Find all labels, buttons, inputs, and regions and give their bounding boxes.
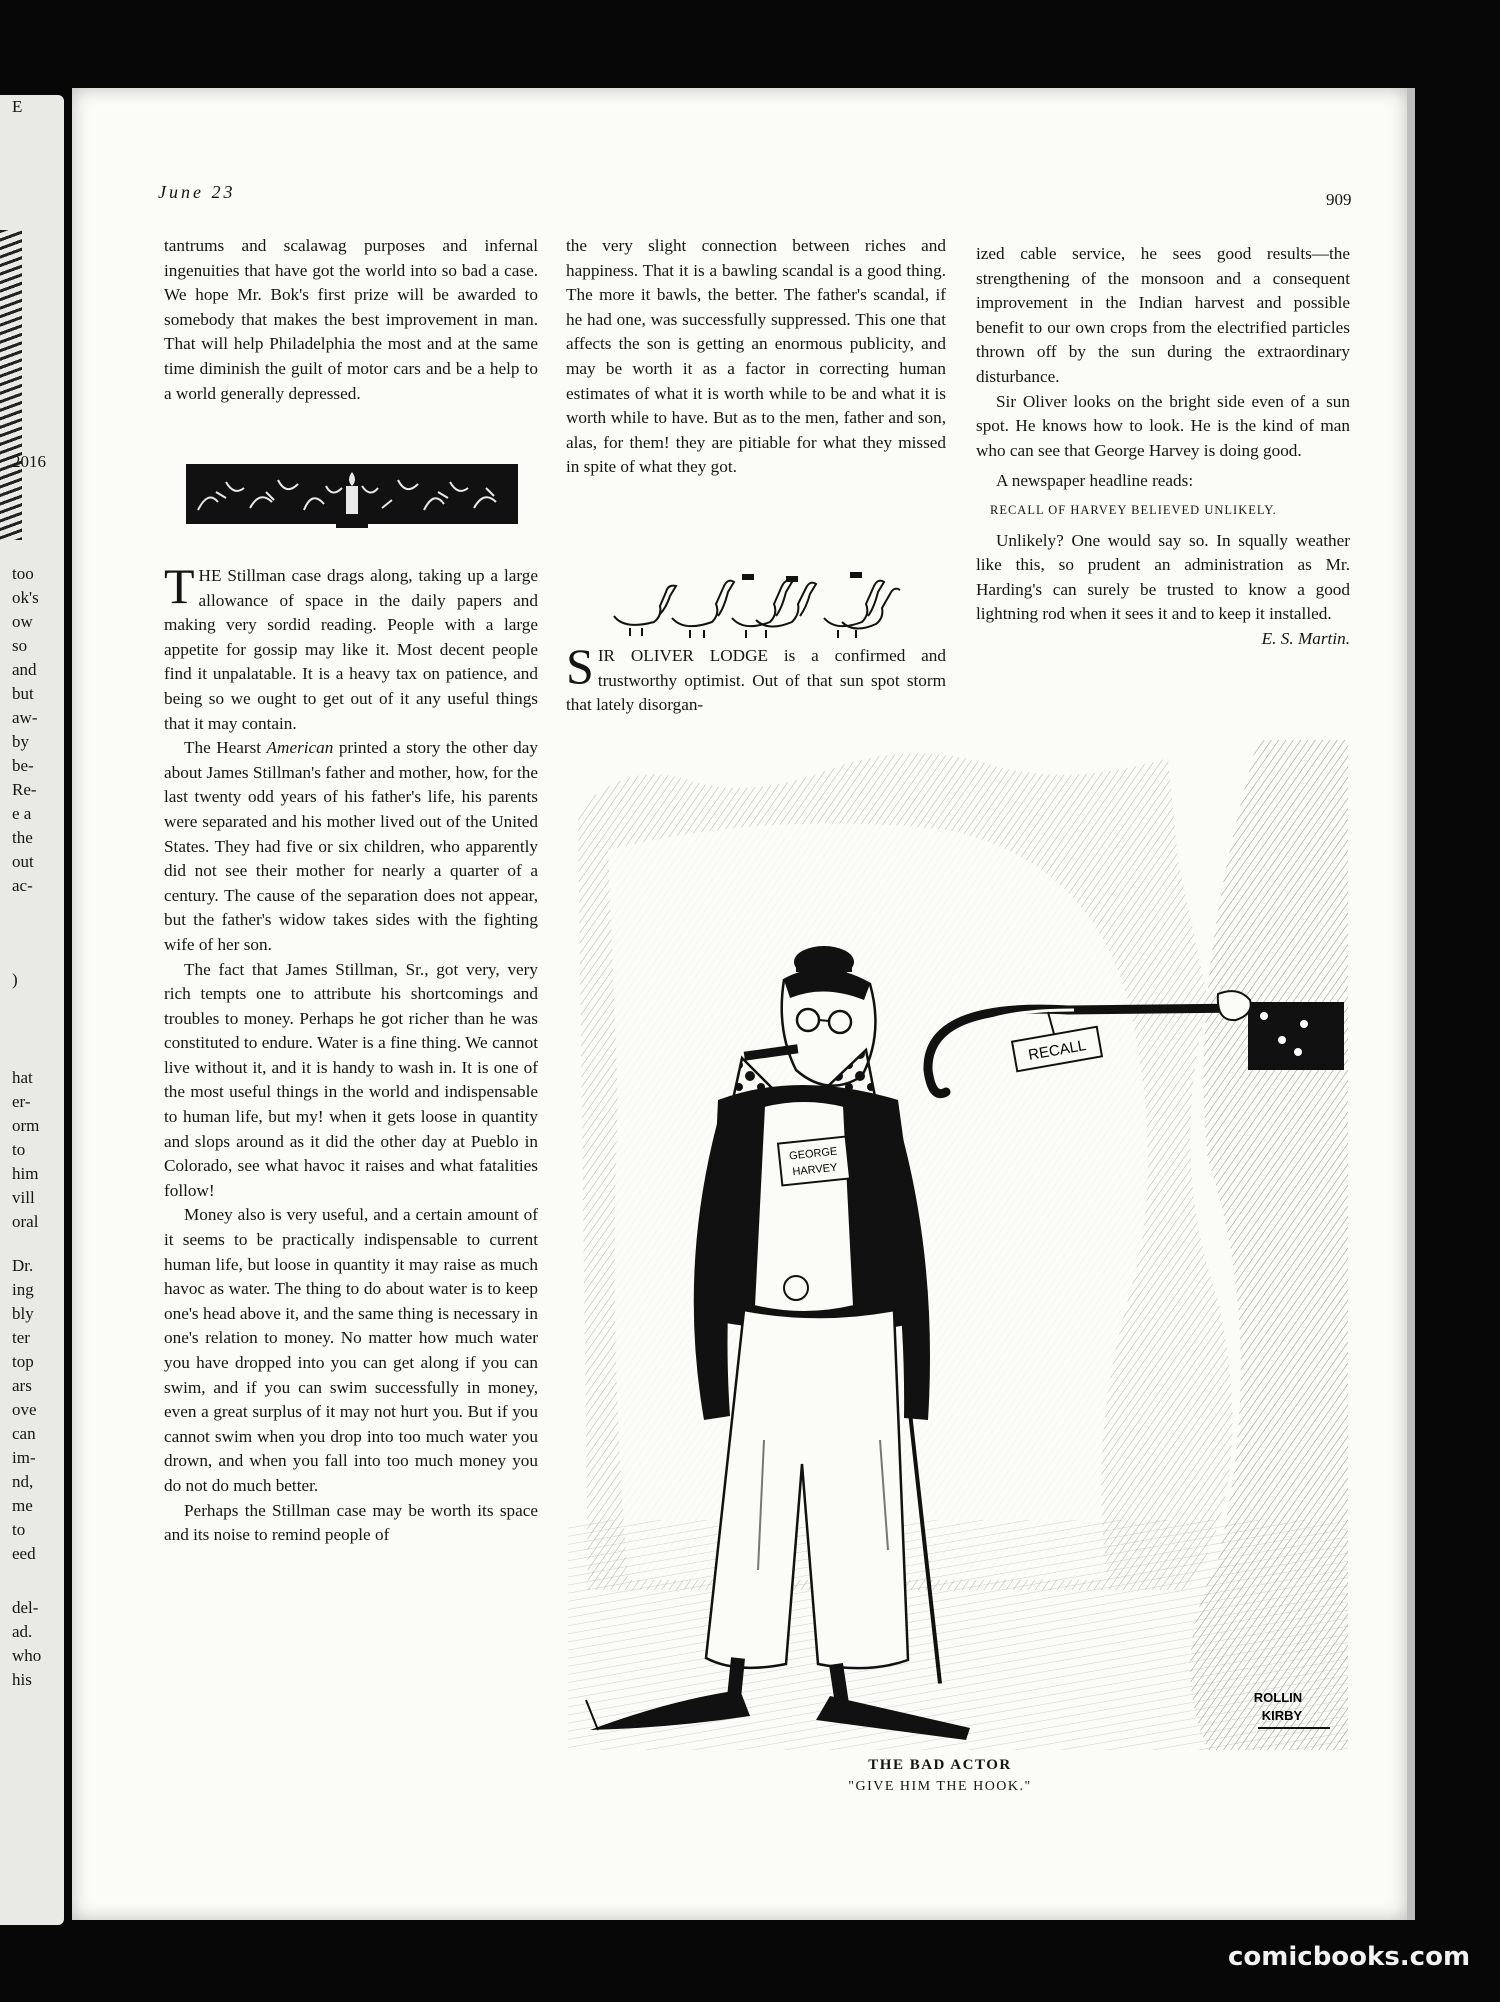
previous-page-illustration-fragment xyxy=(0,230,22,540)
newspaper-headline: RECALL OF HARVEY BELIEVED UNLIKELY. xyxy=(990,502,1277,517)
paragraph-unlikely: Unlikely? One would say so. In squally weather like this, so prudent an administration as Mr. Harding's can surely be trusted to know a good lightning rod when it sees it and to keep it installed. xyxy=(976,530,1350,624)
paragraph-oliver-lodge: IR OLIVER LODGE is a confirmed and trustworthy optimist. Out of that sun spot storm that lately disorgan- xyxy=(566,646,946,715)
previous-page-fragment: but xyxy=(12,684,34,703)
previous-page-fragment: ac- xyxy=(12,876,33,895)
previous-page-fragment: Re- xyxy=(12,780,37,799)
paragraph-hearst: The Hearst American printed a story the other day about James Stillman's father and mother, how, for the last twenty odd years of his father's life, his parents were separated and his mother lived out of the United States. They had five or six children, who apparently did not see their mother for nearly a quarter of a century. The cause of the separation does not appear, but the father's widow takes sides with the fighting wife of her son. xyxy=(164,738,538,954)
previous-page-fragment: ) xyxy=(12,970,18,989)
previous-page-fragment: the xyxy=(12,828,33,847)
previous-page-fragment: to xyxy=(12,1140,26,1159)
previous-page-fragment: ars xyxy=(12,1376,32,1395)
previous-page-fragment: be- xyxy=(12,756,34,775)
paragraph-sun-spot: Sir Oliver looks on the bright side even of a sun spot. He knows how to look. He is the kind of man who can see that George Harvey is doing good. xyxy=(976,391,1350,460)
previous-page-fragment: nd, xyxy=(12,1472,34,1491)
paragraph-perhaps: Perhaps the Stillman case may be worth its space and its noise to remind people of xyxy=(164,1500,538,1545)
cartoon-caption-quote: "GIVE HIM THE HOOK." xyxy=(848,1779,1032,1794)
previous-page-fragment: him xyxy=(12,1164,39,1183)
geese-ornament xyxy=(606,566,906,640)
previous-page-fragment: can xyxy=(12,1424,36,1443)
previous-page-fragment: bly xyxy=(12,1304,34,1323)
column-3 xyxy=(976,242,1350,652)
previous-page-fragment: ove xyxy=(12,1400,37,1419)
previous-page-fragment: who xyxy=(12,1646,42,1665)
paragraph-intro: tantrums and scalawag purposes and infernal ingenuities that have got the world into so bad a case. We hope Mr. Bok's first prize will be awarded to somebody that makes the best improvement in man. That will help Philadelphia the most and at the same time diminish the guilt of motor cars and be a help to a world generally depressed. xyxy=(164,236,538,403)
previous-page-fragment: del- xyxy=(12,1598,39,1617)
previous-page-fragment: too xyxy=(12,564,34,583)
previous-page-fragment: his xyxy=(12,1670,32,1689)
previous-page-fragment: E xyxy=(12,97,23,116)
column-2-top xyxy=(566,234,946,480)
previous-page-fragment: by xyxy=(12,732,29,751)
vest-tag-line2: HARVEY xyxy=(791,1161,838,1179)
cartoon-caption-title: THE BAD ACTOR xyxy=(868,1757,1012,1773)
vest-tag-line1: GEORGE xyxy=(788,1145,838,1163)
previous-page-fragment: and xyxy=(12,660,37,679)
paragraph-cable-service: ized cable service, he sees good results—the strengthening of the monsoon and a consequent improvement in the Indian harvest and possible benefit to our own crops from the electrified particles thrown off by the sun during the extraordinary disturbance. xyxy=(976,244,1350,386)
previous-page-fragment: ter xyxy=(12,1328,30,1347)
previous-page-fragment: e a xyxy=(12,804,32,823)
previous-page-fragment: eed xyxy=(12,1544,36,1563)
previous-page-fragment: top xyxy=(12,1352,34,1371)
previous-page-fragment: ing xyxy=(12,1280,34,1299)
previous-page-fragment: oral xyxy=(12,1212,39,1231)
previous-page-fragment: vill xyxy=(12,1188,35,1207)
previous-page-fragment: 2016 xyxy=(12,452,46,471)
column-2-body xyxy=(566,638,946,718)
previous-page-fragment: orm xyxy=(12,1116,40,1135)
pocket-watch xyxy=(784,1276,808,1300)
drop-cap-s: S xyxy=(566,638,594,694)
paragraph-headline-intro: A newspaper headline reads: xyxy=(996,471,1194,491)
previous-page-fragment: ow xyxy=(12,612,33,631)
page-number: 909 xyxy=(1326,190,1352,209)
previous-page-edge xyxy=(0,95,64,1925)
previous-page-fragment: aw- xyxy=(12,708,38,727)
drop-cap-t: T xyxy=(164,558,195,614)
recall-tag: RECALL xyxy=(1027,1037,1088,1064)
previous-page-fragment: to xyxy=(12,1520,26,1539)
column-1-top xyxy=(164,234,538,406)
watermark: comicbooks.com xyxy=(1228,1942,1471,1972)
paragraph-riches: the very slight connection between riches and happiness. That it is a bawling scandal is a good thing. The more it bawls, the better. The father's scandal, if he had one, was successfully suppressed. This one that affects the son is getting an enormous publicity, and may be worth it as a factor in correcting human estimates of what it is worth while to be and what it is worth while to have. But as to the men, father and son, alas, for them! they are pitiable for what they missed in spite of what they got. xyxy=(566,236,946,477)
previous-page-fragment: out xyxy=(12,852,34,871)
paragraph-stillman-case: HE Stillman case drags along, taking up a large allowance of space in the daily papers and making very sordid reading. People with a large appetite for gossip may like it. Most decent people find it unpalatable. It is a heavy tax on patience, and being so we ought to get out of it any useful things that it may contain. xyxy=(164,566,538,733)
paragraph-money: Money also is very useful, and a certain amount of it seems to be practically indispensable to current human life, but loose in quantity it may raise as much havoc as water. The thing to do about water is to keep one's head above it, and the same thing is necessary in one's relation to money. No matter how much water you have dropped into you can get along if you can swim, and if you can swim successfully in money, even a great surplus of it may not hurt you. But if you cannot swim when you drop into too much water you drown, and when you fall into too much money you do not do much better. xyxy=(164,1205,538,1495)
author-signature: E. S. Martin. xyxy=(1261,628,1350,648)
paragraph-stillman-sr: The fact that James Stillman, Sr., got very, very rich tempts one to attribute his shortcomings and troubles to money. Perhaps he got richer than he was constituted to endure. Water is a fine thing. We cannot live without it, and it is handy to wash in. It is one of the most useful things in the world and indispensable to human life, but my! when it gets loose in quantity and slops around as it did the other day at Pueblo in Colorado, see what havoc it raises and what fatalities follow! xyxy=(164,959,538,1200)
previous-page-fragment: im- xyxy=(12,1448,36,1467)
hand xyxy=(1218,991,1251,1020)
previous-page-fragment: hat xyxy=(12,1068,33,1087)
running-head-date: June 23 xyxy=(158,182,236,202)
artist-signature-line1: ROLLIN xyxy=(1253,1690,1303,1705)
previous-page-fragment: Dr. xyxy=(12,1256,34,1275)
uncle-sam-sleeve xyxy=(1248,1002,1344,1070)
column-1-body xyxy=(164,558,538,1548)
bad-actor-cartoon xyxy=(568,740,1348,1750)
page-edge-shadow xyxy=(1407,88,1415,1920)
previous-page-fragment: ad. xyxy=(12,1622,33,1641)
previous-page-fragment: ok's xyxy=(12,588,39,607)
previous-page-fragment: er- xyxy=(12,1092,31,1111)
previous-page-fragment: me xyxy=(12,1496,33,1515)
artist-signature-line2: KIRBY xyxy=(1261,1708,1303,1723)
candle-ornament xyxy=(186,464,518,532)
previous-page-fragment: so xyxy=(12,636,28,655)
